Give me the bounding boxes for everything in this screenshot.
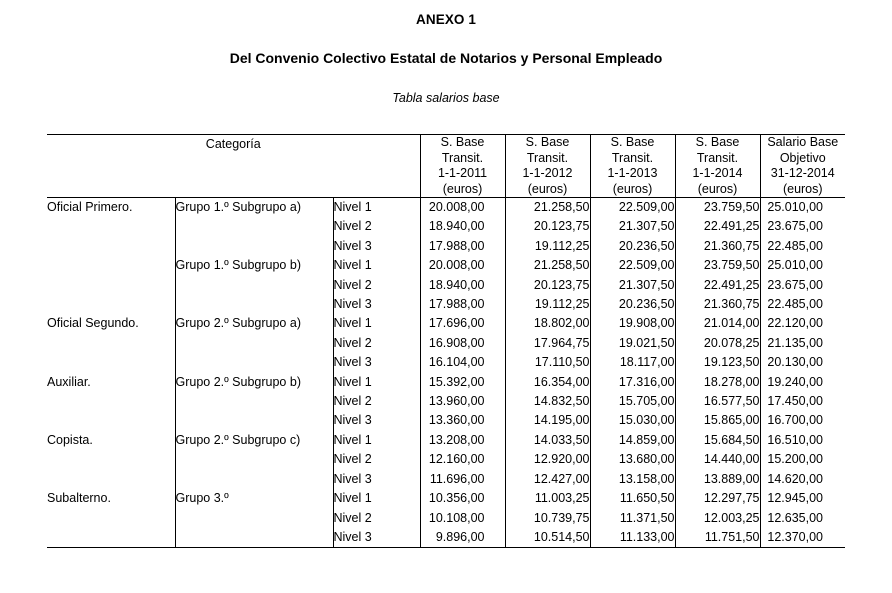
- cell-nivel: Nivel 3: [333, 237, 420, 256]
- cell-base-2011: 16.104,00: [420, 353, 505, 372]
- cell-salario-objetivo: 15.200,00: [760, 450, 845, 469]
- cell-base-2014: 19.123,50: [675, 353, 760, 372]
- cell-base-2012: 18.802,00: [505, 314, 590, 333]
- cell-base-2011: 13.208,00: [420, 431, 505, 450]
- cell-categoria: [47, 392, 175, 411]
- cell-base-2011: 16.908,00: [420, 334, 505, 353]
- cell-nivel: Nivel 1: [333, 198, 420, 218]
- cell-base-2012: 19.112,25: [505, 295, 590, 314]
- col-head-line-3: 1-1-2011: [437, 166, 488, 180]
- cell-base-2012: 14.033,50: [505, 431, 590, 450]
- cell-base-2011: 9.896,00: [420, 528, 505, 548]
- col-head-line-4: (euros): [612, 181, 653, 196]
- cell-base-2013: 15.705,00: [590, 392, 675, 411]
- cell-base-2011: 15.392,00: [420, 373, 505, 392]
- cell-base-2014: 22.491,25: [675, 276, 760, 295]
- column-header-base-2012: [505, 135, 590, 198]
- table-row: [47, 276, 845, 295]
- cell-base-2014: 14.440,00: [675, 450, 760, 469]
- col-head-line-1: Salario Base: [767, 135, 839, 149]
- cell-base-2013: 18.117,00: [590, 353, 675, 372]
- cell-categoria: [47, 411, 175, 430]
- cell-base-2014: 21.014,00: [675, 314, 760, 333]
- cell-categoria: [47, 295, 175, 314]
- cell-categoria: [47, 470, 175, 489]
- cell-grupo: [175, 276, 333, 295]
- cell-grupo: [175, 334, 333, 353]
- cell-base-2014: 13.889,00: [675, 470, 760, 489]
- cell-categoria: Subalterno.: [47, 491, 111, 506]
- cell-base-2014: 12.003,25: [675, 509, 760, 528]
- col-head-line-4: (euros): [527, 181, 568, 196]
- cell-nivel: Nivel 1: [333, 373, 420, 392]
- cell-base-2012: 17.964,75: [505, 334, 590, 353]
- cell-base-2013: 13.680,00: [590, 450, 675, 469]
- column-header-base-2011: [420, 135, 505, 198]
- cell-base-2012: 10.514,50: [505, 528, 590, 548]
- cell-base-2014: 22.491,25: [675, 217, 760, 236]
- cell-salario-objetivo: 12.635,00: [760, 509, 845, 528]
- col-head-line-1: S. Base: [525, 135, 570, 149]
- cell-base-2013: 11.371,50: [590, 509, 675, 528]
- cell-categoria: [47, 276, 175, 295]
- cell-base-2011: 18.940,00: [420, 217, 505, 236]
- cell-salario-objetivo: 20.130,00: [760, 353, 845, 372]
- cell-base-2014: 23.759,50: [675, 198, 760, 218]
- cell-base-2013: 22.509,00: [590, 256, 675, 275]
- cell-nivel: Nivel 1: [333, 314, 420, 333]
- cell-base-2011: 10.356,00: [420, 489, 505, 508]
- cell-nivel: Nivel 1: [333, 431, 420, 450]
- cell-base-2013: 21.307,50: [590, 217, 675, 236]
- col-head-line-2: Transit.: [696, 150, 739, 165]
- col-head-line-2: Transit.: [526, 150, 569, 165]
- cell-salario-objetivo: 16.510,00: [760, 431, 845, 450]
- cell-categoria: [47, 237, 175, 256]
- table-row: [47, 489, 845, 508]
- table-row: [47, 217, 845, 236]
- cell-base-2012: 20.123,75: [505, 276, 590, 295]
- table-header: [47, 135, 845, 198]
- cell-salario-objetivo: 25.010,00: [760, 256, 845, 275]
- table-header-row: [47, 135, 845, 198]
- column-header-base-2013: [590, 135, 675, 198]
- table-row: [47, 256, 845, 275]
- cell-base-2013: 22.509,00: [590, 198, 675, 218]
- cell-nivel: Nivel 3: [333, 528, 420, 548]
- cell-base-2012: 21.258,50: [505, 256, 590, 275]
- document-heading: [0, 0, 892, 106]
- cell-base-2014: 15.865,00: [675, 411, 760, 430]
- salary-table-container: [47, 134, 845, 548]
- cell-salario-objetivo: 23.675,00: [760, 276, 845, 295]
- cell-categoria: Copista.: [47, 432, 93, 447]
- cell-categoria: [47, 217, 175, 236]
- cell-base-2012: 14.832,50: [505, 392, 590, 411]
- table-row: [47, 373, 845, 392]
- cell-grupo: Grupo 3.º: [175, 489, 333, 508]
- cell-base-2012: 12.920,00: [505, 450, 590, 469]
- cell-grupo: Grupo 2.º Subgrupo c): [175, 431, 333, 450]
- table-row: [47, 314, 845, 333]
- cell-base-2012: 17.110,50: [505, 353, 590, 372]
- cell-categoria: Auxiliar.: [47, 374, 91, 389]
- cell-salario-objetivo: 12.945,00: [760, 489, 845, 508]
- col-head-line-3: 1-1-2012: [522, 166, 573, 180]
- cell-salario-objetivo: 12.370,00: [760, 528, 845, 548]
- cell-grupo: Grupo 1.º Subgrupo a): [175, 198, 333, 218]
- cell-nivel: Nivel 3: [333, 353, 420, 372]
- cell-base-2012: 14.195,00: [505, 411, 590, 430]
- cell-base-2013: 21.307,50: [590, 276, 675, 295]
- cell-grupo: [175, 237, 333, 256]
- cell-salario-objetivo: 14.620,00: [760, 470, 845, 489]
- col-head-line-3: 1-1-2014: [692, 166, 743, 180]
- cell-base-2013: 19.908,00: [590, 314, 675, 333]
- column-header-base-2014: [675, 135, 760, 198]
- table-row: [47, 295, 845, 314]
- column-header-categoria: Categoría: [47, 135, 420, 198]
- cell-grupo: [175, 528, 333, 548]
- cell-salario-objetivo: 23.675,00: [760, 217, 845, 236]
- cell-nivel: Nivel 2: [333, 217, 420, 236]
- table-row: [47, 198, 845, 218]
- cell-base-2013: 14.859,00: [590, 431, 675, 450]
- cell-grupo: [175, 470, 333, 489]
- table-row: [47, 353, 845, 372]
- cell-base-2013: 15.030,00: [590, 411, 675, 430]
- cell-base-2012: 12.427,00: [505, 470, 590, 489]
- cell-nivel: Nivel 2: [333, 509, 420, 528]
- cell-nivel: Nivel 3: [333, 470, 420, 489]
- cell-base-2011: 11.696,00: [420, 470, 505, 489]
- table-row: [47, 509, 845, 528]
- cell-base-2011: 10.108,00: [420, 509, 505, 528]
- cell-base-2014: 15.684,50: [675, 431, 760, 450]
- col-head-line-1: S. Base: [440, 135, 485, 149]
- cell-grupo: [175, 353, 333, 372]
- cell-grupo: [175, 450, 333, 469]
- table-row: [47, 392, 845, 411]
- table-row: [47, 334, 845, 353]
- page-title: ANEXO 1: [416, 12, 476, 27]
- cell-grupo: Grupo 2.º Subgrupo b): [175, 373, 333, 392]
- cell-nivel: Nivel 3: [333, 295, 420, 314]
- table-row: [47, 237, 845, 256]
- cell-categoria: Oficial Segundo.: [47, 316, 139, 331]
- salary-table: [47, 134, 845, 548]
- cell-grupo: [175, 217, 333, 236]
- cell-categoria: [47, 353, 175, 372]
- cell-grupo: [175, 295, 333, 314]
- cell-grupo: [175, 392, 333, 411]
- col-head-line-4: (euros): [782, 181, 823, 196]
- cell-grupo: [175, 509, 333, 528]
- cell-base-2014: 11.751,50: [675, 528, 760, 548]
- cell-base-2014: 16.577,50: [675, 392, 760, 411]
- table-body: [47, 198, 845, 548]
- cell-grupo: [175, 411, 333, 430]
- cell-base-2012: 20.123,75: [505, 217, 590, 236]
- col-head-line-2: Objetivo: [779, 150, 826, 165]
- cell-salario-objetivo: 25.010,00: [760, 198, 845, 218]
- col-head-line-4: (euros): [697, 181, 738, 196]
- cell-base-2012: 16.354,00: [505, 373, 590, 392]
- table-row: [47, 470, 845, 489]
- table-caption: Tabla salarios base: [392, 90, 500, 105]
- cell-base-2014: 20.078,25: [675, 334, 760, 353]
- cell-base-2013: 11.133,00: [590, 528, 675, 548]
- cell-salario-objetivo: 22.485,00: [760, 237, 845, 256]
- cell-base-2011: 20.008,00: [420, 198, 505, 218]
- cell-base-2013: 13.158,00: [590, 470, 675, 489]
- cell-base-2011: 17.696,00: [420, 314, 505, 333]
- cell-salario-objetivo: 19.240,00: [760, 373, 845, 392]
- cell-base-2011: 13.360,00: [420, 411, 505, 430]
- col-head-line-3: 31-12-2014: [770, 166, 835, 180]
- table-row: [47, 528, 845, 548]
- cell-base-2012: 11.003,25: [505, 489, 590, 508]
- cell-base-2011: 17.988,00: [420, 295, 505, 314]
- table-row: [47, 431, 845, 450]
- cell-salario-objetivo: 17.450,00: [760, 392, 845, 411]
- cell-grupo: Grupo 2.º Subgrupo a): [175, 314, 333, 333]
- cell-grupo: Grupo 1.º Subgrupo b): [175, 256, 333, 275]
- col-head-line-1: S. Base: [610, 135, 655, 149]
- cell-base-2011: 17.988,00: [420, 237, 505, 256]
- cell-nivel: Nivel 1: [333, 489, 420, 508]
- cell-nivel: Nivel 3: [333, 411, 420, 430]
- cell-categoria: [47, 528, 175, 548]
- document-subtitle: Del Convenio Colectivo Estatal de Notarios y Personal Empleado: [229, 50, 663, 67]
- cell-base-2013: 17.316,00: [590, 373, 675, 392]
- cell-base-2013: 20.236,50: [590, 237, 675, 256]
- cell-nivel: Nivel 2: [333, 334, 420, 353]
- table-row: [47, 411, 845, 430]
- col-head-line-2: Transit.: [611, 150, 654, 165]
- cell-base-2013: 20.236,50: [590, 295, 675, 314]
- cell-categoria: [47, 450, 175, 469]
- cell-base-2011: 20.008,00: [420, 256, 505, 275]
- cell-base-2014: 21.360,75: [675, 295, 760, 314]
- cell-salario-objetivo: 22.120,00: [760, 314, 845, 333]
- cell-base-2013: 19.021,50: [590, 334, 675, 353]
- cell-nivel: Nivel 2: [333, 450, 420, 469]
- cell-categoria: [47, 509, 175, 528]
- cell-salario-objetivo: 16.700,00: [760, 411, 845, 430]
- cell-base-2014: 21.360,75: [675, 237, 760, 256]
- table-row: [47, 450, 845, 469]
- cell-base-2013: 11.650,50: [590, 489, 675, 508]
- cell-categoria: [47, 334, 175, 353]
- cell-nivel: Nivel 2: [333, 276, 420, 295]
- col-head-line-4: (euros): [442, 181, 483, 196]
- cell-categoria: [47, 256, 175, 275]
- col-head-line-1: S. Base: [695, 135, 740, 149]
- cell-base-2011: 12.160,00: [420, 450, 505, 469]
- cell-base-2011: 18.940,00: [420, 276, 505, 295]
- column-header-salario-objetivo: [760, 135, 845, 198]
- cell-base-2014: 23.759,50: [675, 256, 760, 275]
- cell-salario-objetivo: 22.485,00: [760, 295, 845, 314]
- col-head-line-2: Transit.: [441, 150, 484, 165]
- cell-nivel: Nivel 2: [333, 392, 420, 411]
- cell-base-2011: 13.960,00: [420, 392, 505, 411]
- cell-categoria: Oficial Primero.: [47, 200, 133, 214]
- col-head-line-3: 1-1-2013: [607, 166, 658, 180]
- cell-salario-objetivo: 21.135,00: [760, 334, 845, 353]
- cell-nivel: Nivel 1: [333, 256, 420, 275]
- cell-base-2012: 21.258,50: [505, 198, 590, 218]
- cell-base-2012: 10.739,75: [505, 509, 590, 528]
- cell-base-2014: 18.278,00: [675, 373, 760, 392]
- cell-base-2014: 12.297,75: [675, 489, 760, 508]
- cell-base-2012: 19.112,25: [505, 237, 590, 256]
